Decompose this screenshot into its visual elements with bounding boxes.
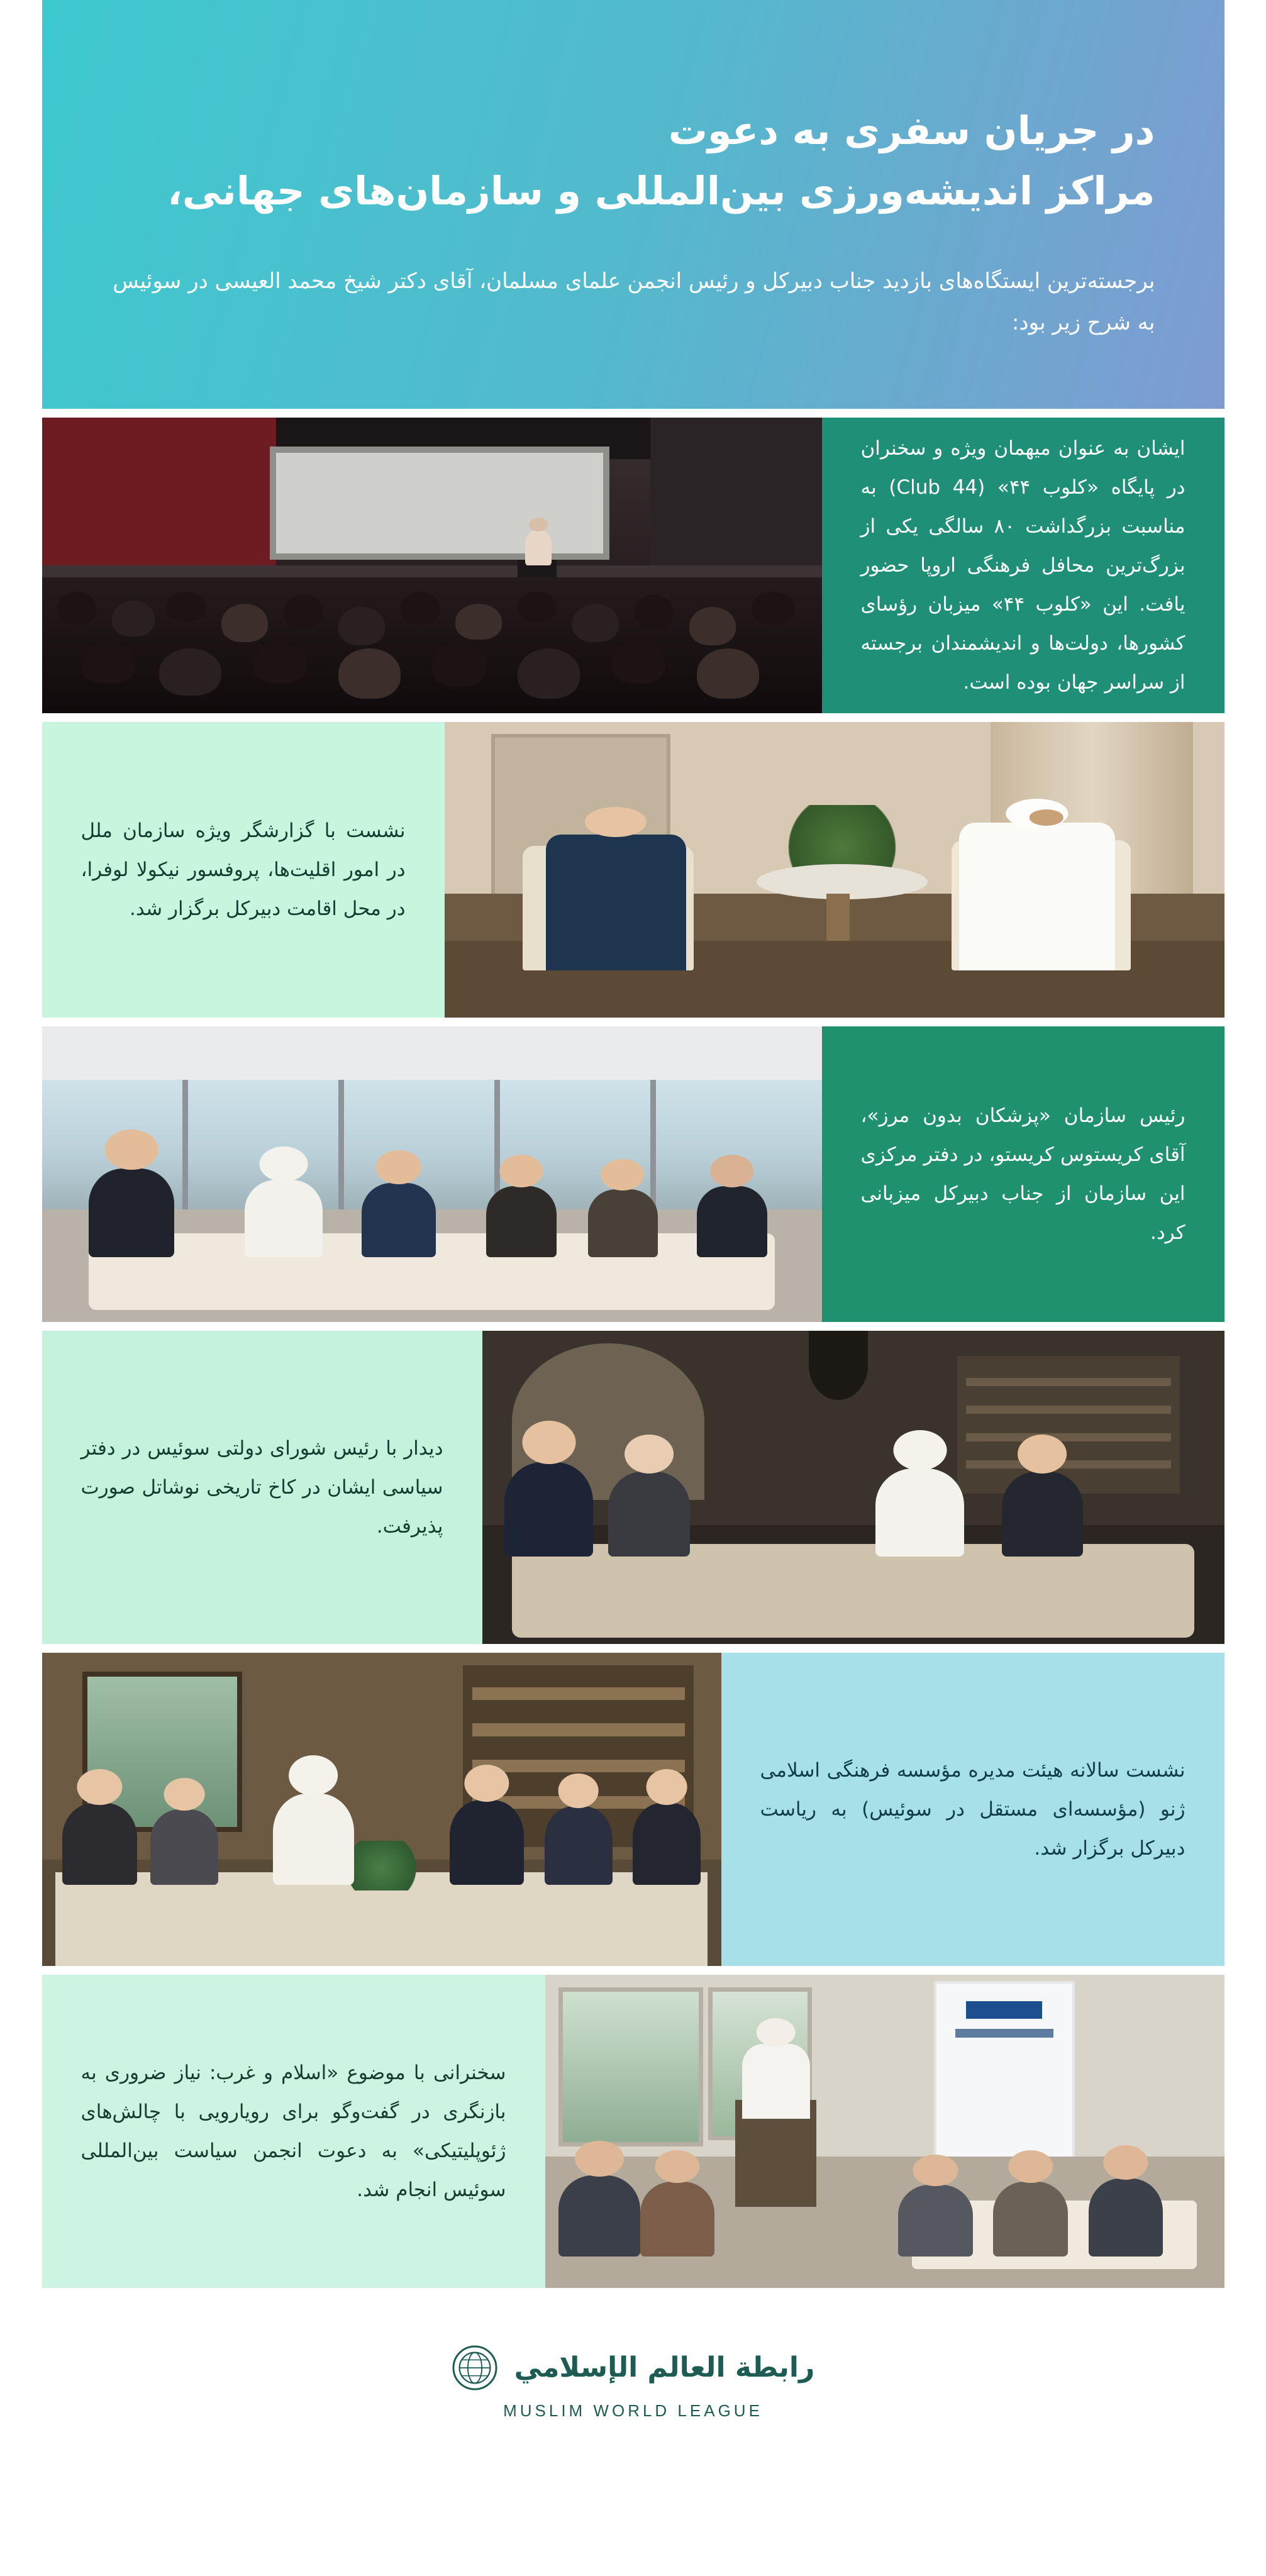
section-image-msf bbox=[42, 1026, 822, 1322]
section-image-swiss-council bbox=[482, 1331, 1224, 1644]
spacer bbox=[0, 713, 1266, 722]
section-row-geneva-foundation bbox=[42, 1653, 1224, 1966]
section-image-club44 bbox=[42, 418, 822, 713]
section-text-msf bbox=[822, 1026, 1224, 1322]
spacer bbox=[0, 1322, 1266, 1331]
section-row-un-minorities bbox=[42, 722, 1224, 1018]
photo-historic-office bbox=[482, 1331, 1224, 1644]
logo-english-text: MUSLIM WORLD LEAGUE bbox=[503, 2401, 763, 2420]
title-line-2: مراکز اندیشه‌ورزی بین‌المللی و سازمان‌های جهانی، bbox=[167, 168, 1155, 214]
header-subtitle: برجسته‌ترین ایستگاه‌های بازدید جناب دبیرکل و رئیس انجمن علمای مسلمان، آقای دکتر شیخ محمد العیسی در سوئیس به شرح زیر بود: bbox=[113, 269, 1155, 336]
section-image-islam-west-lecture bbox=[545, 1975, 1224, 2288]
spacer bbox=[0, 1644, 1266, 1653]
spacer bbox=[0, 1018, 1266, 1026]
photo-board-meeting bbox=[42, 1653, 721, 1966]
title-line-1: در جریان سفری به دعوت bbox=[668, 108, 1155, 153]
section-row-islam-west-lecture bbox=[42, 1975, 1224, 2288]
section-text-islam-west-lecture bbox=[42, 1975, 545, 2288]
section-image-geneva-foundation bbox=[42, 1653, 721, 1966]
logo-arabic-text: رابطة العالم الإسلامي bbox=[514, 2351, 815, 2384]
photo-lecture-podium bbox=[545, 1975, 1224, 2288]
section-text-un-minorities bbox=[42, 722, 445, 1018]
photo-conference-windows bbox=[42, 1026, 822, 1322]
section-text-geneva-foundation-body: نشست سالانه هیئت مدیره مؤسسه فرهنگی اسلامی ژنو (مؤسسه‌ای مستقل در سوئیس) به ریاست دبیرکل برگزار شد. bbox=[760, 1759, 1185, 1860]
section-row-msf bbox=[42, 1026, 1224, 1322]
footer-logo-group bbox=[452, 2345, 815, 2391]
spacer bbox=[0, 409, 1266, 418]
photo-salon-meeting bbox=[445, 722, 1224, 1018]
section-text-swiss-council-body: دیدار با رئیس شورای دولتی سوئیس در دفتر سیاسی ایشان در کاخ تاریخی نوشاتل صورت پذیرفت. bbox=[81, 1437, 443, 1538]
header-banner bbox=[42, 0, 1224, 409]
section-text-club44 bbox=[822, 418, 1224, 713]
section-row-club44 bbox=[42, 418, 1224, 713]
section-image-un-minorities bbox=[445, 722, 1224, 1018]
page-title bbox=[111, 38, 1155, 221]
section-text-msf-body: رئیس سازمان «پزشکان بدون مرز»، آقای کریستوس کریستو، در دفتر مرکزی این سازمان از جناب دبیرکل میزبانی کرد. bbox=[860, 1104, 1185, 1244]
section-text-club44-body: ایشان به عنوان میهمان ویژه و سخنران در پایگاه «کلوب ۴۴» (44 Club) به مناسبت بزرگداشت ۸۰ سالگی یکی از بزرگ‌ترین محافل فرهنگی اروپا حضور یافت. این «کلوب ۴۴» میزبان رؤسای کشورها، دولت‌ها و اندیشمندان برجسته از سراسر جهان بوده است. bbox=[860, 437, 1185, 694]
globe-emblem-icon bbox=[452, 2345, 498, 2391]
section-row-swiss-council bbox=[42, 1331, 1224, 1644]
footer bbox=[42, 2288, 1224, 2451]
section-text-geneva-foundation bbox=[721, 1653, 1224, 1966]
section-text-swiss-council bbox=[42, 1331, 482, 1644]
spacer bbox=[0, 1966, 1266, 1975]
section-text-un-minorities-body: نشست با گزارشگر ویژه سازمان ملل در امور اقلیت‌ها، پروفسور نیکولا لوفرا، در محل اقامت دبیرکل برگزار شد. bbox=[81, 819, 406, 920]
photo-auditorium bbox=[42, 418, 822, 713]
section-text-islam-west-lecture-body: سخنرانی با موضوع «اسلام و غرب: نیاز ضروری به بازنگری در گفت‌وگو برای رویارویی با چالش‌های ژئوپلیتیکی» به دعوت انجمن سیاست بین‌المللی سوئیس انجام شد. bbox=[81, 2062, 506, 2201]
